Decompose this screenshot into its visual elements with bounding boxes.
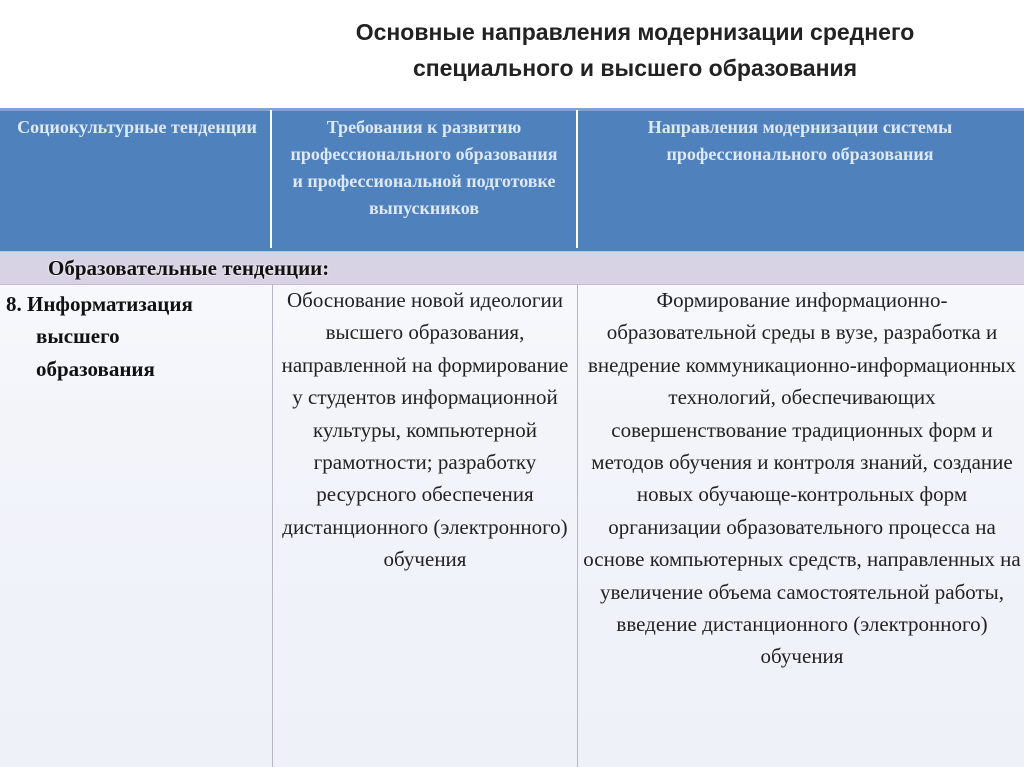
- trend-line-2: высшего: [36, 324, 120, 349]
- modernization-table: [0, 108, 1024, 767]
- table-row: [0, 284, 1024, 767]
- header-modernization-directions: Направления модернизации системы профессионального образования: [647, 117, 953, 164]
- column-divider: [272, 284, 273, 767]
- column-divider: [577, 284, 578, 767]
- header-divider: [270, 110, 272, 248]
- header-divider: [576, 110, 578, 248]
- group-row: [0, 251, 1024, 285]
- header-requirements: Требования к развитию профессионального образования и профессиональной подготовке выпускников: [290, 117, 558, 218]
- title-line-1: Основные направления модернизации среднего: [355, 19, 915, 45]
- directions-cell: Формирование информационно-образовательной среды в вузе, разработка и внедрение коммуникационно-информационных технологий, обеспечивающих совершенствование традиционных форм и методов обучения и контроля знаний, создание новых обучающе-контрольных форм организации образовательного процесса на основе компьютерных средств, направленных на увеличение объема самостоятельной работы, введение дистанционного (электронного) обучения: [583, 288, 1021, 669]
- page-title: [240, 14, 1024, 86]
- trend-number: 8. Информатизация: [6, 292, 193, 316]
- trend-line-3: образования: [36, 356, 155, 381]
- trend-cell: [6, 288, 266, 385]
- header-sociocultural-trends: Социокультурные тенденции: [17, 117, 257, 137]
- group-label: Образовательные тенденции:: [48, 256, 330, 280]
- title-line-2: специального и высшего образования: [412, 55, 858, 81]
- table-header-row: [0, 108, 1024, 251]
- requirements-cell: Обоснование новой идеологии высшего образования, направленной на формирование у студентов информационной культуры, компьютерной грамотности; разработку ресурсного обеспечения дистанционного (электронного) обучения: [281, 288, 569, 572]
